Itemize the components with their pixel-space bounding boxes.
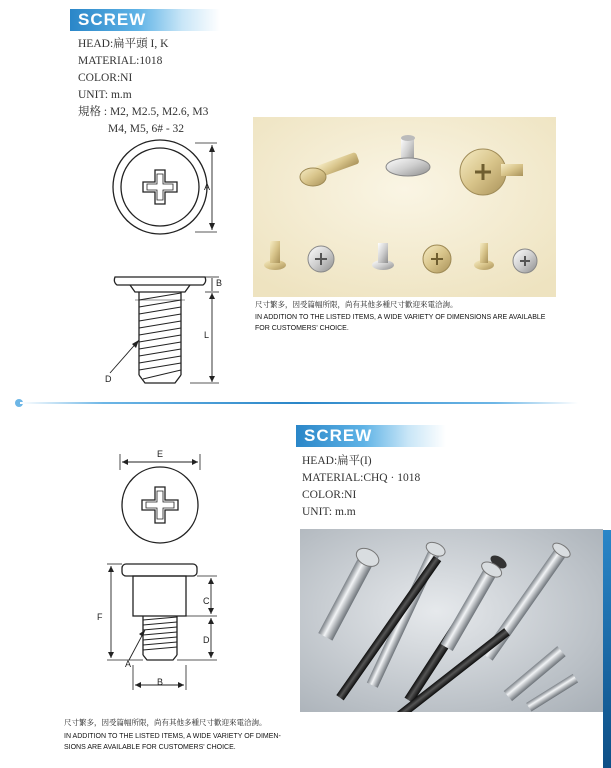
- bottom-title-tab: [296, 425, 446, 447]
- bottom-title: SCREW: [304, 426, 373, 445]
- top-spec-unit: UNIT: m.m: [78, 89, 132, 101]
- top-product-photo: [253, 117, 556, 297]
- bottom-spec-head: HEAD:扁平(I): [302, 455, 372, 467]
- top-spec-list: [78, 36, 208, 138]
- bottom-dim-a: A: [125, 659, 132, 669]
- bottom-product-photo: [300, 529, 603, 712]
- section-divider: [20, 402, 578, 404]
- bottom-dim-b: B: [157, 677, 164, 687]
- top-spec-sizes: 規格 : M2, M2.5, M2.6, M3: [78, 106, 209, 118]
- top-screw-drawing: [95, 135, 235, 390]
- top-dim-d: D: [105, 374, 112, 384]
- bottom-note-cn: 尺寸繁多，因受篇幅所限，尚有其他多種尺寸歡迎來電洽詢。: [64, 718, 267, 727]
- top-spec-head: HEAD:扁平頭 I, K: [78, 38, 169, 50]
- top-spec-material: MATERIAL:1018: [78, 55, 163, 67]
- bottom-spec-unit: UNIT: m.m: [302, 506, 356, 518]
- bottom-dim-c: C: [203, 596, 210, 606]
- top-title-tab: [70, 9, 220, 31]
- top-dim-l: L: [204, 330, 210, 340]
- bottom-screw-drawing: [95, 450, 235, 695]
- bottom-dim-e: E: [157, 449, 164, 459]
- top-note-cn: 尺寸繁多，因受篇幅所限，尚有其他多種尺寸歡迎來電洽詢。: [255, 300, 458, 309]
- bottom-note-en-line1: IN ADDITION TO THE LISTED ITEMS, A WIDE VARIETY OF DIMEN-: [64, 733, 281, 740]
- bottom-spec-material: MATERIAL:CHQ · 1018: [302, 472, 421, 484]
- bottom-dim-f: F: [97, 612, 103, 622]
- side-decor-strip: [603, 530, 611, 768]
- bottom-spec-color: COLOR:NI: [302, 489, 357, 501]
- top-dim-a: A: [204, 182, 211, 192]
- top-title: SCREW: [78, 10, 147, 29]
- bottom-spec-list: [302, 453, 420, 521]
- top-spec-color: COLOR:NI: [78, 72, 133, 84]
- bottom-note-en-line2: SIONS ARE AVAILABLE FOR CUSTOMERS' CHOICE.: [64, 744, 236, 751]
- top-spec-sizes-cont: M4, M5, 6# - 32: [108, 123, 185, 135]
- bottom-dim-d: D: [203, 635, 210, 645]
- top-dim-b: B: [216, 278, 223, 288]
- top-note-en: IN ADDITION TO THE LISTED ITEMS, A WIDE VARIETY OF DIMENSIONS ARE AVAILABLE FOR CUSTOMERS' CHOICE.: [255, 314, 546, 332]
